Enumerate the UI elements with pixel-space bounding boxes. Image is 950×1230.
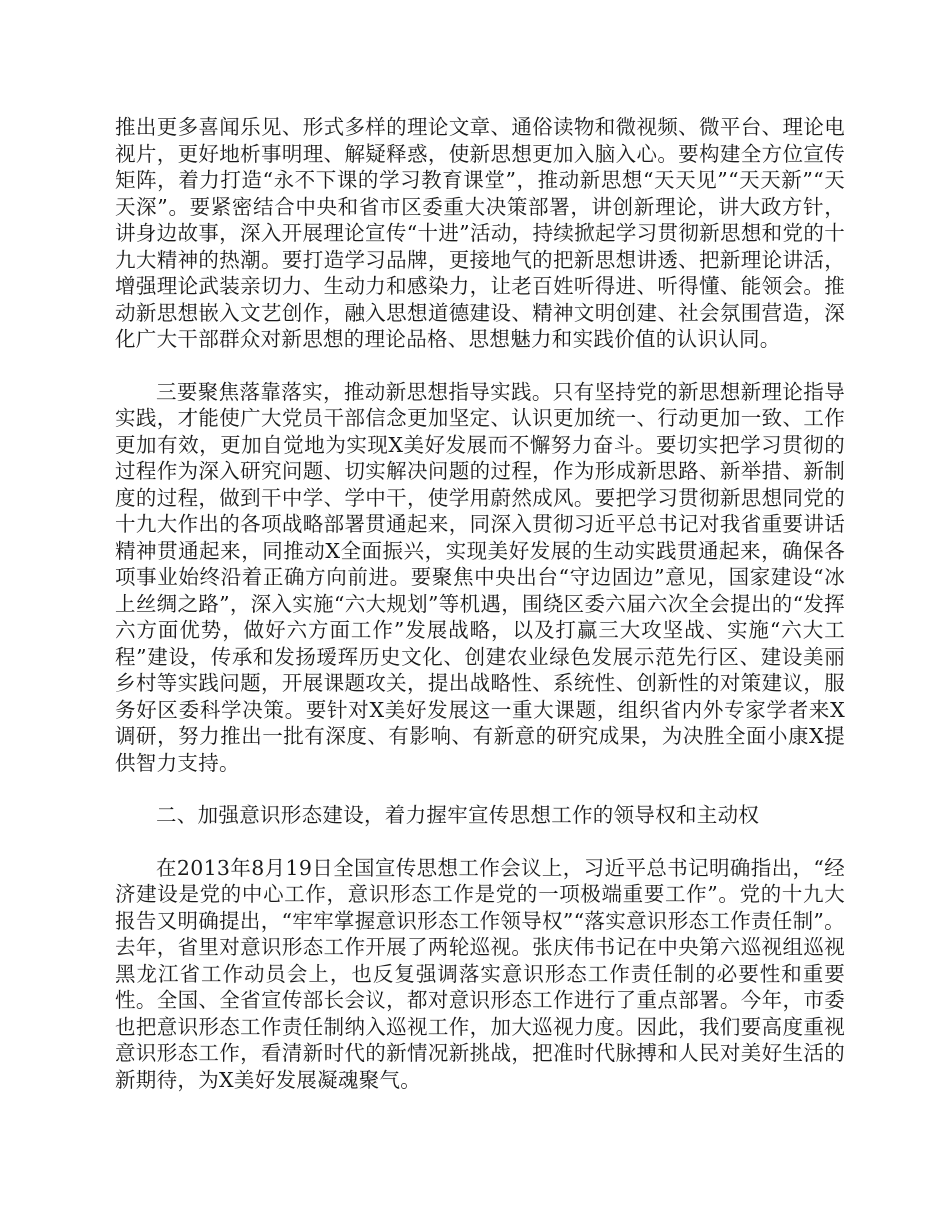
paragraph-2: 三要聚焦落靠落实，推动新思想指导实践。只有坚持党的新思想新理论指导实践，才能使广大党员干部信念更加坚定、认识更加统一、行动更加一致、工作更加有效，更加自觉地为实现X美好发展而不懈努力奋斗。要切实把学习贯彻的过程作为深入研究问题、切实解决问题的过程，作为形成新思路、新举措、新制度的过程，做到干中学、学中干，使学用蔚然成风。要把学习贯彻新思想同党的十九大作出的各项战略部署贯通起来，同深入贯彻习近平总书记对我省重要讲话精神贯通起来，同推动X全面振兴，实现美好发展的生动实践贯通起来，确保各项事业始终沿着正确方向前进。要聚焦中央出台“守边固边”意见，国家建设“冰上丝绸之路”，深入实施“六大规划”等机遇，围绕区委六届六次全会提出的“发挥六方面优势，做好六方面工作”发展战略，以及打赢三大攻坚战、实施“六大工程”建设，传承和发扬瑷珲历史文化、创建农业绿色发展示范先行区、建设美丽乡村等实践问题，开展课题攻关，提出战略性、系统性、创新性的对策建议，服务好区委科学决策。要针对X美好发展这一重大课题，组织省内外专家学者来X调研，努力推出一批有深度、有影响、有新意的研究成果，为决胜全面小康X提供智力支持。 xyxy=(115,379,845,775)
paragraph-1: 推出更多喜闻乐见、形式多样的理论文章、通俗读物和微视频、微平台、理论电视片，更好地析事明理、解疑释惑，使新思想更加入脑入心。要构建全方位宣传矩阵，着力打造“永不下课的学习教育课堂”，推动新思想“天天见”“天天新”“天天深”。要紧密结合中央和省市区委重大决策部署，讲创新理论，讲大政方针，讲身边故事，深入开展理论宣传“十进”活动，持续掀起学习贯彻新思想和党的十九大精神的热潮。要打造学习品牌，更接地气的把新思想讲透、把新理论讲活，增强理论武装亲切力、生动力和感染力，让老百姓听得进、听得懂、能领会。推动新思想嵌入文艺创作，融入思想道德建设、精神文明创建、社会氛围营造，深化广大干部群众对新思想的理论品格、思想魅力和实践价值的认识认同。 xyxy=(115,115,845,351)
section-heading: 二、加强意识形态建设，着力握牢宣传思想工作的领导权和主动权 xyxy=(156,803,760,827)
paragraph-4: 在2013年8月19日全国宣传思想工作会议上，习近平总书记明确指出，“经济建设是党的中心工作，意识形态工作是党的一项极端重要工作”。党的十九大报告又明确提出，“牢牢掌握意识形态工作领导权”“落实意识形态工作责任制”。去年，省里对意识形态工作开展了两轮巡视。张庆伟书记在中央第六巡视组巡视黑龙江省工作动员会上，也反复强调落实意识形态工作责任制的必要性和重要性。全国、全省宣传部长会议，都对意识形态工作进行了重点部署。今年，市委也把意识形态工作责任制纳入巡视工作，加大巡视力度。因此，我们要高度重视意识形态工作，看清新时代的新情况新挑战，把准时代脉搏和人民对美好生活的新期待，为X美好发展凝魂聚气。 xyxy=(115,855,845,1092)
paragraph-gap xyxy=(115,829,845,855)
paragraph-gap xyxy=(115,776,845,802)
paragraph-gap xyxy=(115,353,845,379)
document-page xyxy=(115,114,845,1093)
